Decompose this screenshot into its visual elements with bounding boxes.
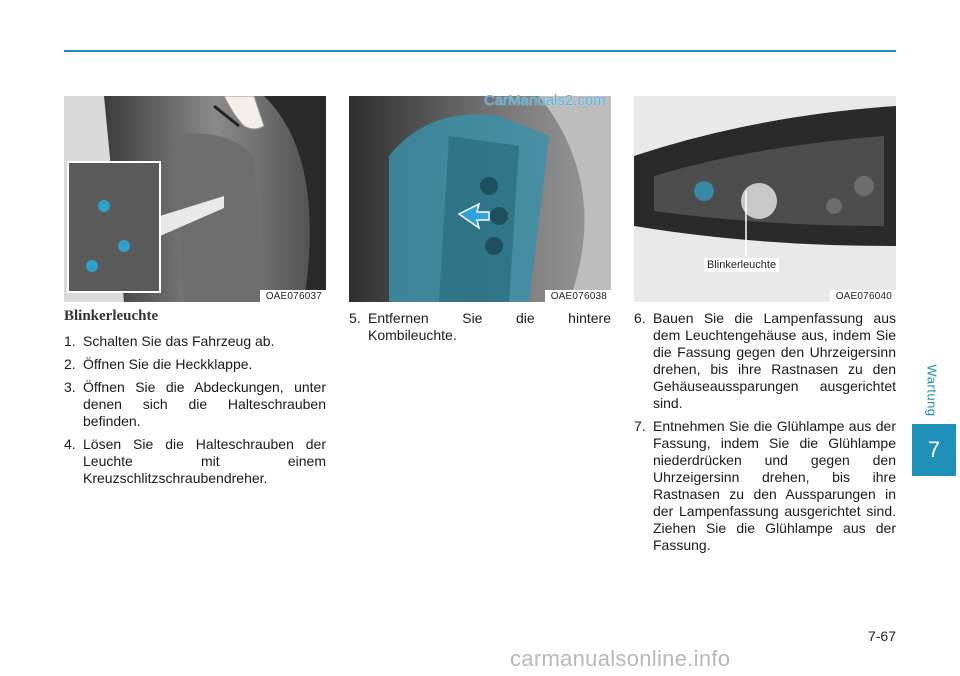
step-number: 6. [634, 310, 646, 326]
section-heading: Blinkerleuchte [64, 308, 159, 324]
header-rule [64, 50, 896, 52]
section-label-text: Wartung [924, 363, 940, 417]
section-side-label [912, 350, 952, 430]
list-item [64, 356, 326, 373]
steps-list-1 [64, 333, 326, 487]
list-item [64, 436, 326, 487]
step-number: 4. [64, 436, 76, 452]
figure-2-illustration [349, 96, 611, 302]
column-3 [634, 310, 896, 560]
list-item [64, 379, 326, 430]
step-number: 7. [634, 418, 646, 434]
figure-1-illustration [64, 96, 326, 302]
step-text: Öffnen Sie die Heckklappe. [83, 356, 253, 372]
steps-list-2 [349, 310, 611, 344]
page-number: 7-67 [867, 628, 896, 644]
step-text: Schalten Sie das Fahrzeug ab. [83, 333, 275, 349]
step-number: 5. [349, 310, 361, 326]
column-2 [349, 310, 611, 350]
list-item [634, 418, 896, 554]
list-item [634, 310, 896, 412]
step-text: Lösen Sie die Halteschrauben der Leuchte mit einem Kreuzschlitzschraubendreher. [83, 436, 326, 486]
figure-3-code: OAE076040 [830, 290, 896, 302]
list-item [349, 310, 611, 344]
chapter-tab: 7 [912, 424, 956, 476]
figure-2-remove-combination-lamp [349, 96, 611, 302]
watermark-top: CarManuals2.com [484, 92, 606, 109]
step-text: Entfernen Sie die hintere Kombileuchte. [368, 310, 611, 343]
step-text: Entnehmen Sie die Glühlampe aus der Fassung, indem Sie die Glühlampe niederdrücken und gegen den Uhrzeigersinn drehen, bis ihre Rastnasen zu den Aussparungen in der Lampenfassung ausgerichtet sind. Ziehen Sie die Glühlampe aus der Fassung. [653, 418, 896, 553]
step-text: Bauen Sie die Lampenfassung aus dem Leuchtengehäuse aus, indem Sie die Fassung gegen den Uhrzeigersinn drehen, bis ihre Rastnasen zu den Gehäuseaussparungen ausgerichtet sind. [653, 310, 896, 411]
step-number: 3. [64, 379, 76, 395]
step-text: Öffnen Sie die Abdeckungen, unter denen sich die Halteschrauben befinden. [83, 379, 326, 429]
column-1 [64, 308, 326, 493]
figure-1-code: OAE076037 [260, 290, 326, 302]
figure-1-tail-light-screws [64, 96, 326, 302]
steps-list-3 [634, 310, 896, 554]
list-item [64, 333, 326, 350]
watermark-bottom: carmanualsonline.info [510, 646, 731, 671]
step-number: 1. [64, 333, 76, 349]
step-number: 2. [64, 356, 76, 372]
figure-2-code: OAE076038 [545, 290, 611, 302]
figure-3-callout-label: Blinkerleuchte [704, 258, 779, 272]
figure-3-turn-signal-socket [634, 96, 896, 302]
